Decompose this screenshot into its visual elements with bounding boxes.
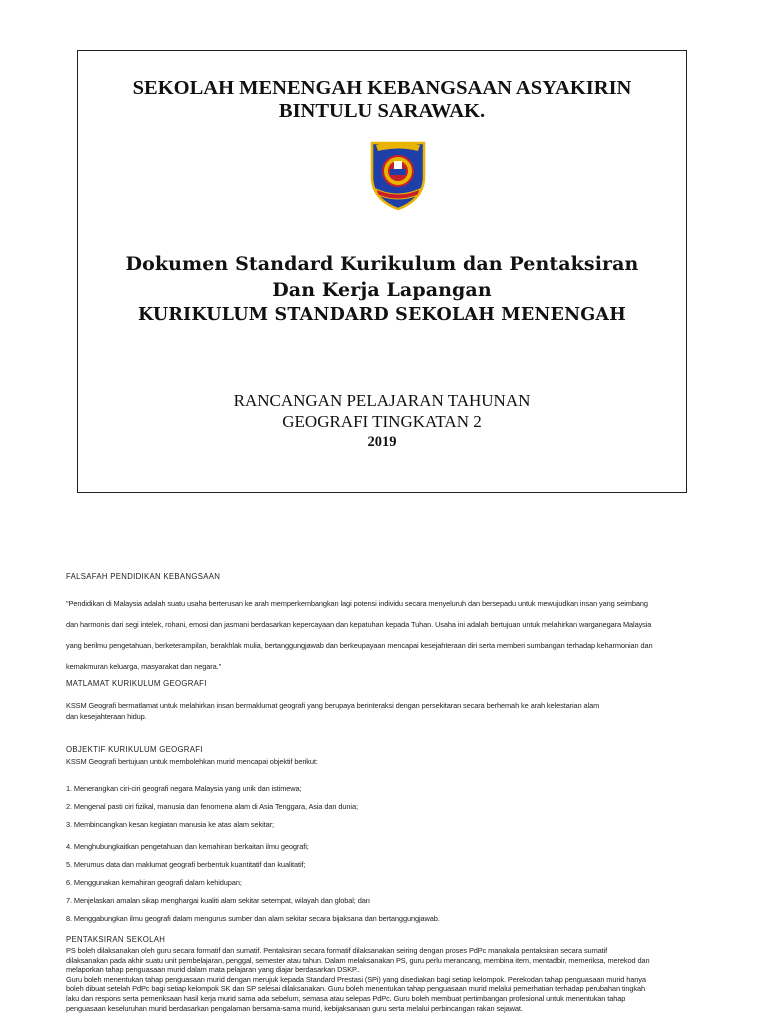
pentaksiran-line: laku dan respons serta pemeriksaan hasil kerja murid sama ada sebelum, semasa atau selepas PdPc. Guru boleh membuat pertimbangan profesional untuk menentukan tahap bbox=[66, 993, 626, 1003]
plan-title bbox=[78, 390, 686, 452]
pentaksiran-heading: PENTAKSIRAN SEKOLAH bbox=[66, 935, 166, 944]
objektif-item: 5. Merumus data dan maklumat geografi berbentuk kuantitatif dan kualitatif; bbox=[66, 860, 306, 869]
falsafah-line: yang berilmu pengetahuan, berketerampilan, berakhlak mulia, bertanggungjawab dan berkeupayaan mencapai kesejahteraan diri serta memberi sumbangan terhadap keharmonian dan bbox=[66, 641, 653, 650]
matlamat-line: KSSM Geografi bermatlamat untuk melahirkan insan bermaklumat geografi yang berupaya berinteraksi dengan persekitaran secara berhemah ke arah kelestarian alam bbox=[66, 701, 600, 710]
school-name-line1: SEKOLAH MENENGAH KEBANGSAAN ASYAKIRIN bbox=[132, 77, 632, 99]
objektif-item: 1. Menerangkan ciri-ciri geografi negara Malaysia yang unik dan istimewa; bbox=[66, 784, 302, 793]
document-title-line3: KURIKULUM STANDARD SEKOLAH MENENGAH bbox=[138, 305, 626, 325]
plan-year: 2019 bbox=[367, 434, 397, 450]
school-name bbox=[78, 77, 686, 123]
document-title-line1: Dokumen Standard Kurikulum dan Pentaksiran bbox=[125, 253, 639, 275]
plan-title-line2: GEOGRAFI TINGKATAN 2 bbox=[282, 412, 482, 431]
objektif-item: 4. Menghubungkaitkan pengetahuan dan kemahiran berkaitan ilmu geografi; bbox=[66, 842, 309, 851]
document-title-line2: Dan Kerja Lapangan bbox=[272, 279, 492, 301]
pentaksiran-line: dilaksanakan pada akhir suatu unit pembelajaran, penggal, semester atau tahun. Dalam melaksanakan PS, guru perlu merancang, membina item, mentadbir, memeriksa, merekod dan bbox=[66, 955, 650, 965]
falsafah-line: "Pendidikan di Malaysia adalah suatu usaha berterusan ke arah memperkembangkan lagi potensi individu secara menyeluruh dan bersepadu untuk mewujudkan insan yang seimbang bbox=[66, 599, 648, 608]
objektif-item: 6. Menggunakan kemahiran geografi dalam kehidupan; bbox=[66, 878, 242, 887]
school-name-line2: BINTULU SARAWAK. bbox=[278, 100, 486, 122]
falsafah-heading: FALSAFAH PENDIDIKAN KEBANGSAAN bbox=[66, 572, 221, 581]
falsafah-line: kemakmuran keluarga, masyarakat dan negara." bbox=[66, 662, 222, 671]
matlamat-heading: MATLAMAT KURIKULUM GEOGRAFI bbox=[66, 679, 207, 688]
pentaksiran-line: Guru boleh menentukan tahap penguasaan murid dengan merujuk kepada Standard Prestasi (SPi) yang disediakan bagi setiap kelompok. Perekodan tahap penguasaan murid hanya bbox=[66, 974, 646, 984]
objektif-item: 3. Membincangkan kesan kegiatan manusia ke atas alam sekitar; bbox=[66, 820, 274, 829]
pentaksiran-paragraph bbox=[66, 946, 764, 1013]
cover-box bbox=[77, 50, 687, 493]
document-title bbox=[78, 251, 686, 328]
objektif-heading: OBJEKTIF KURIKULUM GEOGRAFI bbox=[66, 745, 203, 754]
objektif-intro: KSSM Geografi bertujuan untuk membolehkan murid mencapai objektif berikut: bbox=[66, 757, 318, 766]
matlamat-line: dan kesejahteraan hidup. bbox=[66, 712, 147, 721]
pentaksiran-line: melaporkan tahap penguasaan murid dalam mata pelajaran yang diajar berdasarkan DSKP.. bbox=[66, 965, 360, 975]
objektif-item: 7. Menjelaskan amalan sikap menghargai kualiti alam sekitar setempat, wilayah dan global; dan bbox=[66, 896, 370, 905]
objektif-item: 2. Mengenal pasti ciri fizikal, manusia dan fenomena alam di Asia Tenggara, Asia dan dunia; bbox=[66, 802, 358, 811]
objektif-list bbox=[66, 780, 764, 928]
school-crest-icon bbox=[368, 139, 428, 211]
pentaksiran-line: penguasaan keseluruhan murid berdasarkan pengalaman bersama-sama murid, kebijaksanaan guru serta melalui perbincangan rakan sejawat. bbox=[66, 1003, 523, 1013]
pentaksiran-line: PS boleh dilaksanakan oleh guru secara formatif dan sumatif. Pentaksiran secara formatif dilaksanakan seiring dengan proses PdPc manakala pentaksiran secara sumatif bbox=[66, 946, 608, 955]
pentaksiran-line: boleh dibuat setelah PdPc bagi setiap kelompok SK dan SP selesai dilaksanakan. Guru boleh menentukan tahap penguasaan murid melalui pemerhatian terhadap perubahan tingkah bbox=[66, 984, 646, 994]
objektif-item: 8. Menggabungkan ilmu geografi dalam mengurus sumber dan alam sekitar secara bijaksana dan bertanggungjawab. bbox=[66, 914, 440, 923]
plan-title-line1: RANCANGAN PELAJARAN TAHUNAN bbox=[233, 391, 531, 410]
falsafah-paragraph bbox=[66, 593, 764, 677]
falsafah-line: dan harmonis dari segi intelek, rohani, emosi dan jasmani berdasarkan kepercayaan dan kepatuhan kepada Tuhan. Usaha ini adalah bertujuan untuk melahirkan warganegara Malaysia bbox=[66, 620, 652, 629]
matlamat-paragraph bbox=[66, 700, 764, 722]
